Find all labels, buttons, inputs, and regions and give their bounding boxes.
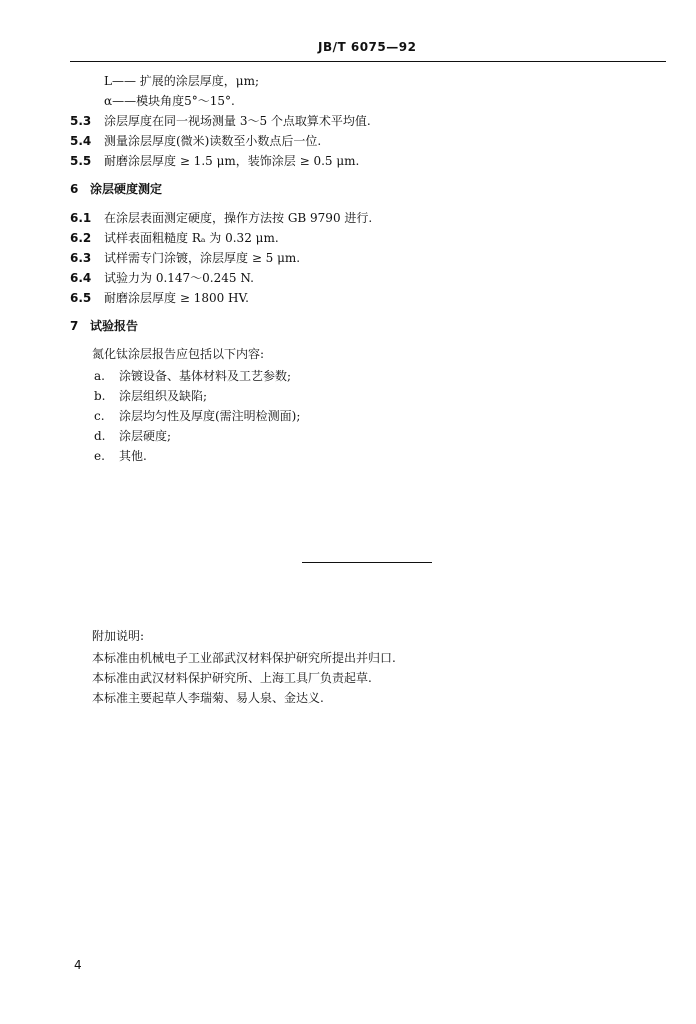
list-item: 涂层组织及缺陷; — [119, 389, 208, 403]
report-intro: 氮化钛涂层报告应包括以下内容: — [92, 347, 265, 361]
section-title: 涂层硬度测定 — [90, 182, 163, 196]
document-code: JB/T 6075—92 — [318, 40, 417, 54]
list-letter: e. — [94, 449, 105, 463]
list-item: 涂层均匀性及厚度(需注明检测面); — [119, 409, 301, 423]
clause-text: 测量涂层厚度(微米)读数至小数点后一位. — [104, 134, 322, 148]
list-letter: c. — [94, 409, 105, 423]
end-rule — [302, 562, 432, 563]
clause-text: 试样表面粗糙度 Rₐ 为 0.32 μm. — [104, 231, 279, 245]
clause-number: 5.3 — [70, 114, 92, 128]
definition-line: α——模块角度5°～15°. — [104, 94, 235, 108]
section-title: 试验报告 — [90, 319, 139, 333]
clause-text: 在涂层表面测定硬度，操作方法按 GB 9790 进行. — [104, 211, 373, 225]
definition-line: L—— 扩展的涂层厚度，μm; — [104, 74, 260, 88]
notes-line: 本标准由机械电子工业部武汉材料保护研究所提出并归口. — [92, 651, 396, 665]
clause-number: 5.4 — [70, 134, 92, 148]
notes-line: 本标准主要起草人李瑞菊、易人泉、金达义. — [92, 691, 324, 705]
section-number: 6 — [70, 182, 79, 196]
clause-number: 6.3 — [70, 251, 92, 265]
clause-number: 6.1 — [70, 211, 92, 225]
page-number: 4 — [74, 958, 82, 972]
notes-line: 本标准由武汉材料保护研究所、上海工具厂负责起草. — [92, 671, 372, 685]
clause-text: 耐磨涂层厚度 ≥ 1800 HV. — [104, 291, 249, 305]
clause-text: 试样需专门涂镀，涂层厚度 ≥ 5 μm. — [104, 251, 301, 265]
list-item: 其他. — [119, 449, 147, 463]
clause-text: 试验力为 0.147～0.245 N. — [104, 271, 254, 285]
list-letter: a. — [94, 369, 105, 383]
list-letter: b. — [94, 389, 106, 403]
list-item: 涂镀设备、基体材料及工艺参数; — [119, 369, 292, 383]
notes-title: 附加说明: — [92, 629, 145, 643]
clause-number: 6.4 — [70, 271, 92, 285]
clause-number: 5.5 — [70, 154, 92, 168]
header-rule — [70, 61, 666, 62]
clause-number: 6.2 — [70, 231, 92, 245]
clause-text: 耐磨涂层厚度 ≥ 1.5 μm，装饰涂层 ≥ 0.5 μm. — [104, 154, 360, 168]
clause-number: 6.5 — [70, 291, 92, 305]
list-item: 涂层硬度; — [119, 429, 172, 443]
clause-text: 涂层厚度在同一视场测量 3～5 个点取算术平均值. — [104, 114, 371, 128]
section-number: 7 — [70, 319, 79, 333]
list-letter: d. — [94, 429, 106, 443]
